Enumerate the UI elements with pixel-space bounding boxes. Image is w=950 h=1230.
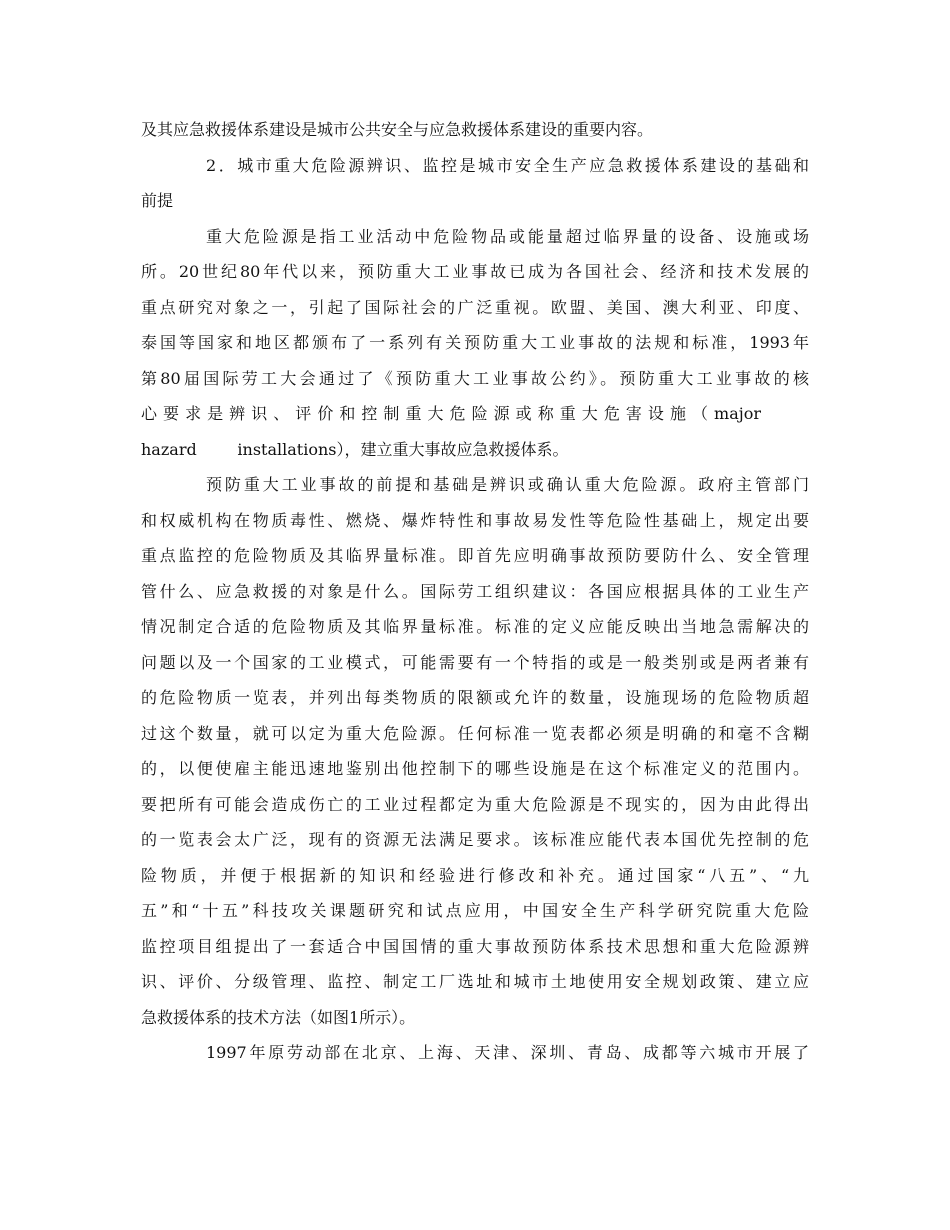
- text-line: 要把所有可能会造成伤亡的工业过程都定为重大危险源是不现实的，因为由此得出: [141, 795, 809, 814]
- text-line: 所。20世纪80年代以来，预防重大工业事故已成为各国社会、经济和技术发展的: [141, 262, 809, 281]
- text-line: 的一览表会太广泛，现有的资源无法满足要求。该标准应能代表本国优先控制的危: [141, 830, 809, 849]
- text-line: 识、评价、分级管理、监控、制定工厂选址和城市土地使用安全规划政策、建立应: [141, 972, 809, 991]
- text-line: 情况制定合适的危险物质及其临界量标准。标准的定义应能反映出当地急需解决的: [141, 617, 809, 636]
- text-line: 及其应急救援体系建设是城市公共安全与应急救援体系建设的重要内容。: [141, 120, 654, 139]
- text-line: 重点研究对象之一，引起了国际社会的广泛重视。欧盟、美国、澳大利亚、印度、: [141, 298, 809, 317]
- text-line: 预防重大工业事故的前提和基础是辨识或确认重大危险源。政府主管部门: [206, 475, 809, 494]
- text-line: 急救援体系的技术方法（如图1所示）。: [141, 1008, 416, 1027]
- text-line: 的，以便使雇主能迅速地鉴别出他控制下的哪些设施是在这个标准定义的范围内。: [141, 759, 809, 778]
- section-heading-line: 前提: [141, 191, 174, 210]
- text-line: 1997年原劳动部在北京、上海、天津、深圳、青岛、成都等六城市开展了: [206, 1043, 809, 1062]
- text-line: 监控项目组提出了一套适合中国国情的重大事故预防体系技术思想和重大危险源辨: [141, 937, 809, 956]
- text-line: 和权威机构在物质毒性、燃烧、爆炸特性和事故易发性等危险性基础上，规定出要: [141, 511, 809, 530]
- text-line: 险物质，并便于根据新的知识和经验进行修改和补充。通过国家“八五”、“九: [141, 866, 809, 885]
- text-line: 重点监控的危险物质及其临界量标准。即首先应明确事故预防要防什么、安全管理: [141, 546, 809, 565]
- text-line: 第80届国际劳工大会通过了《预防重大工业事故公约》。预防重大工业事故的核: [141, 369, 809, 388]
- text-line: 重大危险源是指工业活动中危险物品或能量超过临界量的设备、设施或场: [206, 227, 809, 246]
- section-heading-line: 2．城市重大危险源辨识、监控是城市安全生产应急救援体系建设的基础和: [206, 156, 809, 175]
- text-line: 泰国等国家和地区都颁布了一系列有关预防重大工业事故的法规和标准，1993年: [141, 333, 809, 352]
- text-line: 五”和“十五”科技攻关课题研究和试点应用，中国安全生产科学研究院重大危险: [141, 901, 809, 920]
- text-line: 心要求是辨识、评价和控制重大危险源或称重大危害设施（major: [141, 404, 761, 423]
- text-line: 问题以及一个国家的工业模式，可能需要有一个特指的或是一般类别或是两者兼有: [141, 653, 809, 672]
- text-line: 过这个数量，就可以定为重大危险源。任何标准一览表都必须是明确的和毫不含糊: [141, 724, 809, 743]
- text-line: 管什么、应急救援的对象是什么。国际劳工组织建议：各国应根据具体的工业生产: [141, 582, 809, 601]
- text-line: hazard installations），建立重大事故应急救援体系。: [141, 440, 569, 459]
- text-line: 的危险物质一览表，并列出每类物质的限额或允许的数量，设施现场的危险物质超: [141, 688, 809, 707]
